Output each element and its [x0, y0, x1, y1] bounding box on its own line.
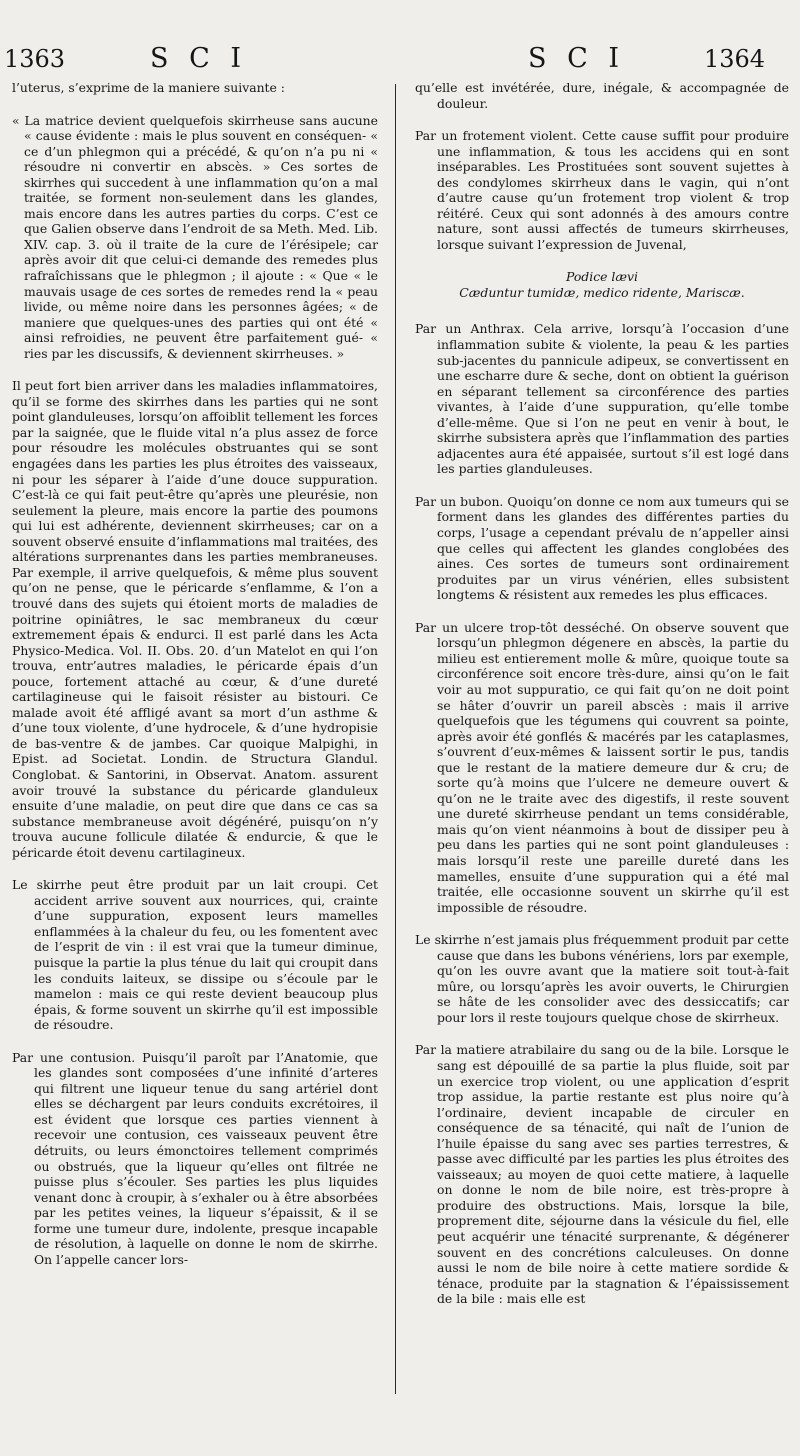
right-page-number: 1364 [704, 45, 766, 73]
right-running-head: S C I [528, 43, 625, 74]
verse-line: Cæduntur tumidæ, medico ridente, Mariscæ. [459, 285, 745, 301]
paragraph: Par un bubon. Quoiqu’on donne ce nom aux tumeurs qui se forment dans les glandes des différentes parties du corps, l’usage a cependant prévalu de n’appeller ainsi que celles qui affectent les glandes conglobées des aines. Ces sortes de tumeurs sont ordinairement produites par un virus vénérien, elles subsistent longtems & résistent aux remedes les plus efficaces. [415, 493, 789, 603]
left-column [12, 80, 378, 1284]
left-running-head: S C I [150, 43, 247, 74]
paragraph: Par la matiere atrabilaire du sang ou de la bile. Lorsque le sang est dépouillé de sa partie la plus fluide, soit par un exercice trop violent, ou une application d’esprit trop assidue, la partie restante est plus noire qu’à l’ordinaire, devient incapable de circuler en conséquence de sa ténacité, qui naît de l’union de l’huile épaisse du sang avec ses parties terrestres, & passe avec difficulté par les parties les plus étroites des vaisseaux; au moyen de quoi cette matiere, à laquelle on donne le nom de bile noire, est très-propre à produire des obstructions. Mais, lorsque la bile, proprement dite, séjourne dans la vésicule du fiel, elle peut acquérir une ténacité surprenante, & dégénerer souvent en des concrétions calculeuses. On donne aussi le nom de bile noire à cette matiere sordide & ténace, produite par la stagnation & l’épaississement de la bile : mais elle est [415, 1042, 789, 1307]
column-divider [395, 84, 396, 1394]
verse-quotation [415, 269, 789, 301]
paragraph: l’uterus, s’exprime de la maniere suivante : [12, 80, 285, 95]
paragraph: Par un Anthrax. Cela arrive, lorsqu’à l’occasion d’une inflammation subite & violente, la peau & les parties sub-jacentes du pannicule adipeux, se convertissent en une escharre dure & seche, dont on obtient la guérison en séparant tellement sa circonférence des parties vivantes, à l’aide d’une suppuration, qu’elle tombe d’elle-même. Que si l’on ne peut en venir à bout, le skirrhe subsistera après que l’inflammation des parties adjacentes aura été appaisée, surtout s’il est logé dans les parties glanduleuses. [415, 321, 789, 477]
paragraph: Il peut fort bien arriver dans les maladies inflammatoires, qu’il se forme des skirrhes dans les parties qui ne sont point glanduleuses, lorsqu’on affoiblit tellement les forces par la saignée, que le fluide vital n’a plus assez de force pour résoudre les molécules obstruantes qui se sont engagées dans les parties les plus étroites des vaisseaux, ni pour les séparer à l’aide d’une douce suppuration. C’est-là ce qui fait peut-être qu’après une pleurésie, non seulement la pleure, mais encore la partie des poumons qui lui est adhérente, deviennent skirrheuses; car on a souvent observé ensuite d’inflammations mal traitées, des altérations surprenantes dans les parties membraneuses. Par exemple, il arrive quelquefois, & même plus souvent qu’on ne pense, que le péricarde s’enflamme, & l’on a trouvé dans des sujets qui étoient morts de maladies de poitrine opiniâtres, le sac membraneux du cœur extremement épais & endurci. Il est parlé dans les Acta Physico-Medica. Vol. II. Obs. 20. d’un Matelot en qui l’on trouva, entr’autres maladies, le péricarde épais d’un pouce, fortement attaché au cœur, & d’une dureté cartilagineuse qui le faisoit résister au bistouri. Ce malade avoit été affligé avant sa mort d’un asthme & d’une toux violente, d’une hydrocele, & d’une hydropisie de bas-ventre & de jambes. Car quoique Malpighi, in Epist. ad Societat. Londin. de Structura Glandul. Conglobat. & Santorini, in Observat. Anatom. assurent avoir trouvé la substance du péricarde glanduleux ensuite d’une maladie, on peut dire que dans ce cas sa substance membraneuse avoit dégénéré, puisqu’on n’y trouva aucune follicule dilatée & endurcie, & que le péricarde étoit devenu cartilagineux. [12, 378, 378, 860]
paragraph: qu’elle est invétérée, dure, inégale, & accompagnée de douleur. [415, 80, 789, 111]
verse-line: Podice lævi [566, 269, 638, 285]
left-page-number: 1363 [4, 45, 66, 73]
paragraph: Le skirrhe peut être produit par un lait croupi. Cet accident arrive souvent aux nourrices, qui, crainte d’une suppuration, exposent leurs mamelles enflammées à la chaleur du feu, ou les fomentent avec de l’esprit de vin : il est vrai que la tumeur diminue, puisque la partie la plus ténue du lait qui croupit dans les conduits laiteux, se dissipe ou s’écoule par le mamelon : mais ce qui reste devient beaucoup plus épais, & forme souvent un skirrhe qu’il est impossible de résoudre. [12, 877, 378, 1033]
paragraph: Le skirrhe n’est jamais plus fréquemment produit par cette cause que dans les bubons vénériens, lors par exemple, qu’on les ouvre avant que la matiere soit tout-à-fait mûre, ou lorsqu’après les avoir ouverts, le Chirurgien se hâte de les consolider avec des dessiccatifs; car pour lors il reste toujours quelque chose de skirrheux. [415, 932, 789, 1025]
right-column [415, 80, 789, 1324]
paragraph: Par un frotement violent. Cette cause suffit pour produire une inflammation, & tous les accidens qui en sont inséparables. Les Prostituées sont souvent sujettes à des condylomes skirrheux dans le vagin, qui n’ont d’autre cause qu’un frotement trop violent & trop réitéré. Ceux qui sont adonnés à des amours contre nature, sont aussi affectés de tumeurs skirrheuses, lorsque suivant l’expression de Juvenal, [415, 128, 789, 252]
paragraph: « La matrice devient quelquefois skirrheuse sans aucune « cause évidente : mais le plus souvent en conséquen- « ce d’un phlegmon qui a précédé, & qu’on n’a pu ni « résoudre ni convertir en abscès. » Ces sortes de skirrhes qui succedent à une inflammation qu’on a mal traitée, se forment non-seulement dans les glandes, mais encore dans les autres parties du corps. C’est ce que Galien observe dans l’endroit de sa Meth. Med. Lib. XIV. cap. 3. où il traite de la cure de l’érésipele; car après avoir dit que celui-ci demande des remedes plus rafraîchissans que le phlegmon ; il ajoute : « Que « le mauvais usage de ces sortes de remedes rend la « peau livide, ou même noire dans les personnes âgées; « de maniere que quelques-unes des parties qui ont été « ainsi refroidies, ne peuvent être parfaitement gué- « ries par les discussifs, & deviennent skirrheuses. » [12, 112, 378, 361]
paragraph: Par un ulcere trop-tôt desséché. On observe souvent que lorsqu’un phlegmon dégenere en abscès, la partie du milieu est entierement molle & mûre, quoique toute sa circonférence soit encore très-dure, ainsi qu’on le fait voir au mot suppuratio, ce qui fait qu’on ne doit point se hâter d’ouvrir un pareil abscès : mais il arrive quelquefois que les tégumens qui couvrent sa pointe, après avoir été gonflés & macérés par les cataplasmes, s’ouvrent d’eux-mêmes & laissent sortir le pus, tandis que le restant de la matiere demeure dur & cru; de sorte qu’à moins que l’ulcere ne demeure ouvert & qu’on ne le traite avec des digestifs, il reste souvent une dureté skirrheuse pendant un tems considérable, mais qu’on vient néanmoins à bout de dissiper peu à peu dans les parties qui ne sont point glanduleuses : mais lorsqu’il reste une pareille dureté dans les mamelles, ensuite d’une suppuration qui a été mal traitée, elle occasionne souvent un skirrhe qu’il est impossible de résoudre. [415, 619, 789, 915]
paragraph: Par une contusion. Puisqu’il paroît par l’Anatomie, que les glandes sont composées d’une infinité d’arteres qui filtrent une liqueur tenue du sang artériel dont elles se déchargent par leurs conduits excrétoires, il est évident que lorsque ces parties viennent à recevoir une contusion, ces vaisseaux peuvent être détruits, ou leurs émonctoires tellement comprimés ou obstrués, que la liqueur qu’elles ont filtrée ne puisse plus s’écouler. Ses parties les plus liquides venant donc à croupir, à s’exhaler ou à être absorbées par les petites veines, la liqueur s’épaissit, & il se forme une tumeur dure, indolente, presque incapable de résolution, à laquelle on donne le nom de skirrhe. On l’appelle cancer lors- [12, 1049, 378, 1267]
